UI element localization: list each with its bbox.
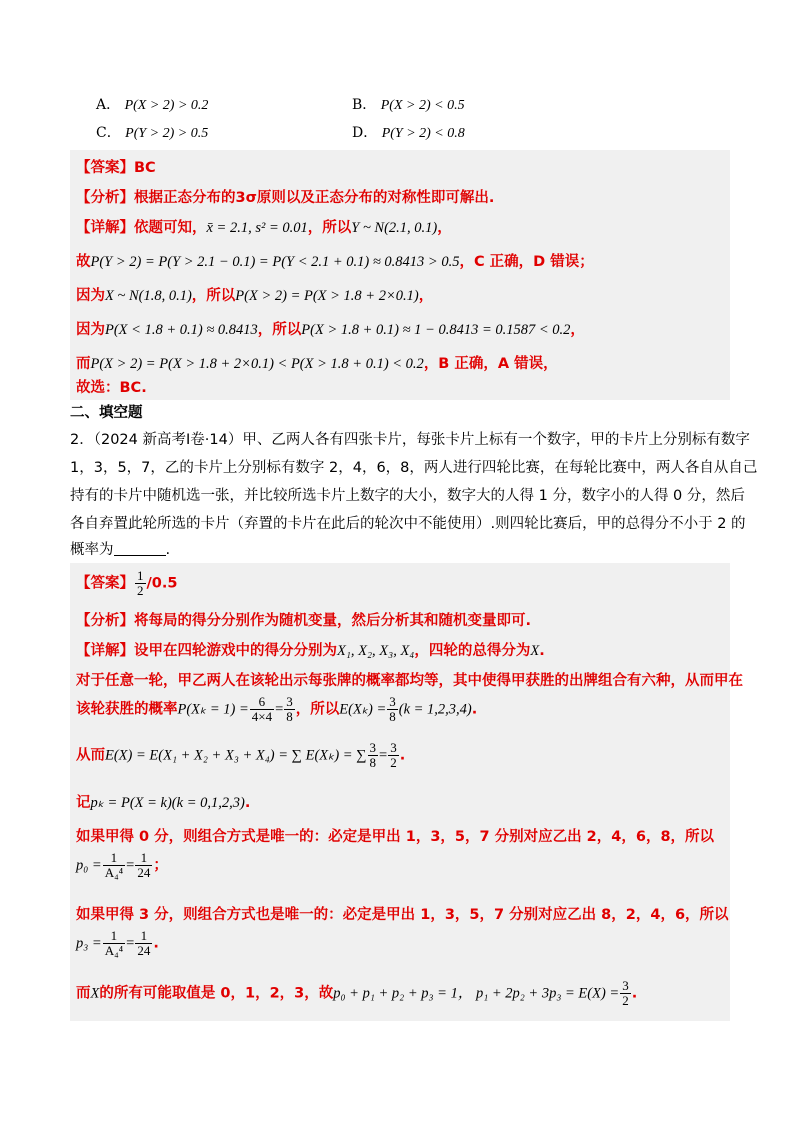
detail-line-4: 从而E(X) = E(X₁ + X₂ + X₃ + X₄) = ∑ E(Xₖ) = ∑ $\frac{3}{8}$ = $\frac{3}{2}$ . <box>76 740 406 770</box>
detail-line-6: 如果甲得 0 分，则组合方式是唯一的：必定是甲出 1，3，5，7 分别对应乙出 2，4，6，8，所以 <box>76 829 715 845</box>
question-line: 持有的卡片中随机选一张，并比较所选卡片上数字的大小，数字大的人得 1 分，数字小的人得 0 分，然后 <box>70 488 745 504</box>
answer-line: 【答案】 $\frac{1}{2}$ /0.5 <box>76 568 178 598</box>
detail-line-8: 如果甲得 3 分，则组合方式也是唯一的：必定是甲出 1，3，5，7 分别对应乙出 8，2，4，6，所以 <box>76 907 729 923</box>
detail-line-6: 故选：BC. <box>76 380 147 396</box>
detail-line-10: 而X的所有可能取值是 0，1，2，3，故p₀ + p₁ + p₂ + p₃ = 1， p₁ + 2p₂ + 3p₃ = E(X) = $\frac{3}{2}$ . <box>76 978 638 1008</box>
question-2 <box>70 425 758 565</box>
option-d: D． P(Y > 2) < 0.8 <box>352 125 465 141</box>
detail-line-9: p₃ = $\frac{1}{\text{A₄⁴}}$ = $\frac{1}{24}$ . <box>76 928 159 958</box>
detail-line-1: 【详解】依题可知，x̄ = 2.1, s² = 0.01，所以Y ~ N(2.1, 0.1)， <box>76 220 452 236</box>
option-b: B． P(X > 2) < 0.5 <box>352 97 465 113</box>
question-line-blank: 概率为 . <box>70 542 171 558</box>
detail-line-5: 而P(X > 2) = P(X > 1.8 + 2×0.1) < P(X > 1.8 + 0.1) < 0.2，B 正确，A 错误， <box>76 356 558 372</box>
detail-line-5: 记pₖ = P(X = k)(k = 0,1,2,3). <box>76 795 251 811</box>
section-title: 二、填空题 <box>70 405 143 421</box>
analysis-line: 【分析】将每局的得分分别作为随机变量，然后分析其和随机变量即可. <box>76 613 532 629</box>
option-c: C． P(Y > 2) > 0.5 <box>96 125 209 141</box>
answer-line: 【答案】BC <box>76 160 156 176</box>
analysis-line: 【分析】根据正态分布的3σ原则以及正态分布的对称性即可解出. <box>76 190 495 206</box>
solution-box-q2 <box>70 563 743 1021</box>
solution-box-q1 <box>70 150 730 400</box>
detail-line-2: 对于任意一轮，甲乙两人在该轮出示每张牌的概率都均等，其中使得甲获胜的出牌组合有六种，从而甲在 <box>76 673 743 689</box>
detail-line-3: 因为X ~ N(1.8, 0.1)，所以P(X > 2) = P(X > 1.8 + 2×0.1)， <box>76 288 434 304</box>
detail-line-2: 故P(Y > 2) = P(Y > 2.1 − 0.1) = P(Y < 2.1 + 0.1) ≈ 0.8413 > 0.5，C 正确，D 错误； <box>76 254 594 270</box>
detail-line-7: p₀ = $\frac{1}{\text{A₄⁴}}$ = $\frac{1}{24}$ ； <box>76 850 168 880</box>
question-line: 各自弃置此轮所选的卡片（弃置的卡片在此后的轮次中不能使用）.则四轮比赛后，甲的总得分不小于 2 的 <box>70 516 746 532</box>
detail-line-4: 因为P(X < 1.8 + 0.1) ≈ 0.8413，所以P(X > 1.8 + 0.1) ≈ 1 − 0.8413 = 0.1587 < 0.2， <box>76 322 585 338</box>
detail-line-1: 【详解】设甲在四轮游戏中的得分分别为X₁, X₂, X₃, X₄，四轮的总得分为X. <box>76 643 545 659</box>
question-line: 2．（2024 新高考Ⅰ卷·14）甲、乙两人各有四张卡片，每张卡片上标有一个数字，甲的卡片上分别标有数字 <box>70 432 750 448</box>
answer-options <box>96 94 716 150</box>
detail-line-3: 该轮获胜的概率P(Xₖ = 1) = $\frac{6}{4\times 4}$ = $\frac{3}{8}$ ，所以E(Xₖ) = $\frac{3}{8}$ (k = 1,2,3,4). <box>76 694 478 724</box>
question-line: 1，3，5，7，乙的卡片上分别标有数字 2，4，6，8，两人进行四轮比赛，在每轮比赛中，两人各自从自己 <box>70 460 758 476</box>
answer-blank[interactable] <box>114 541 166 556</box>
option-a: A． P(X > 2) > 0.2 <box>96 97 209 113</box>
